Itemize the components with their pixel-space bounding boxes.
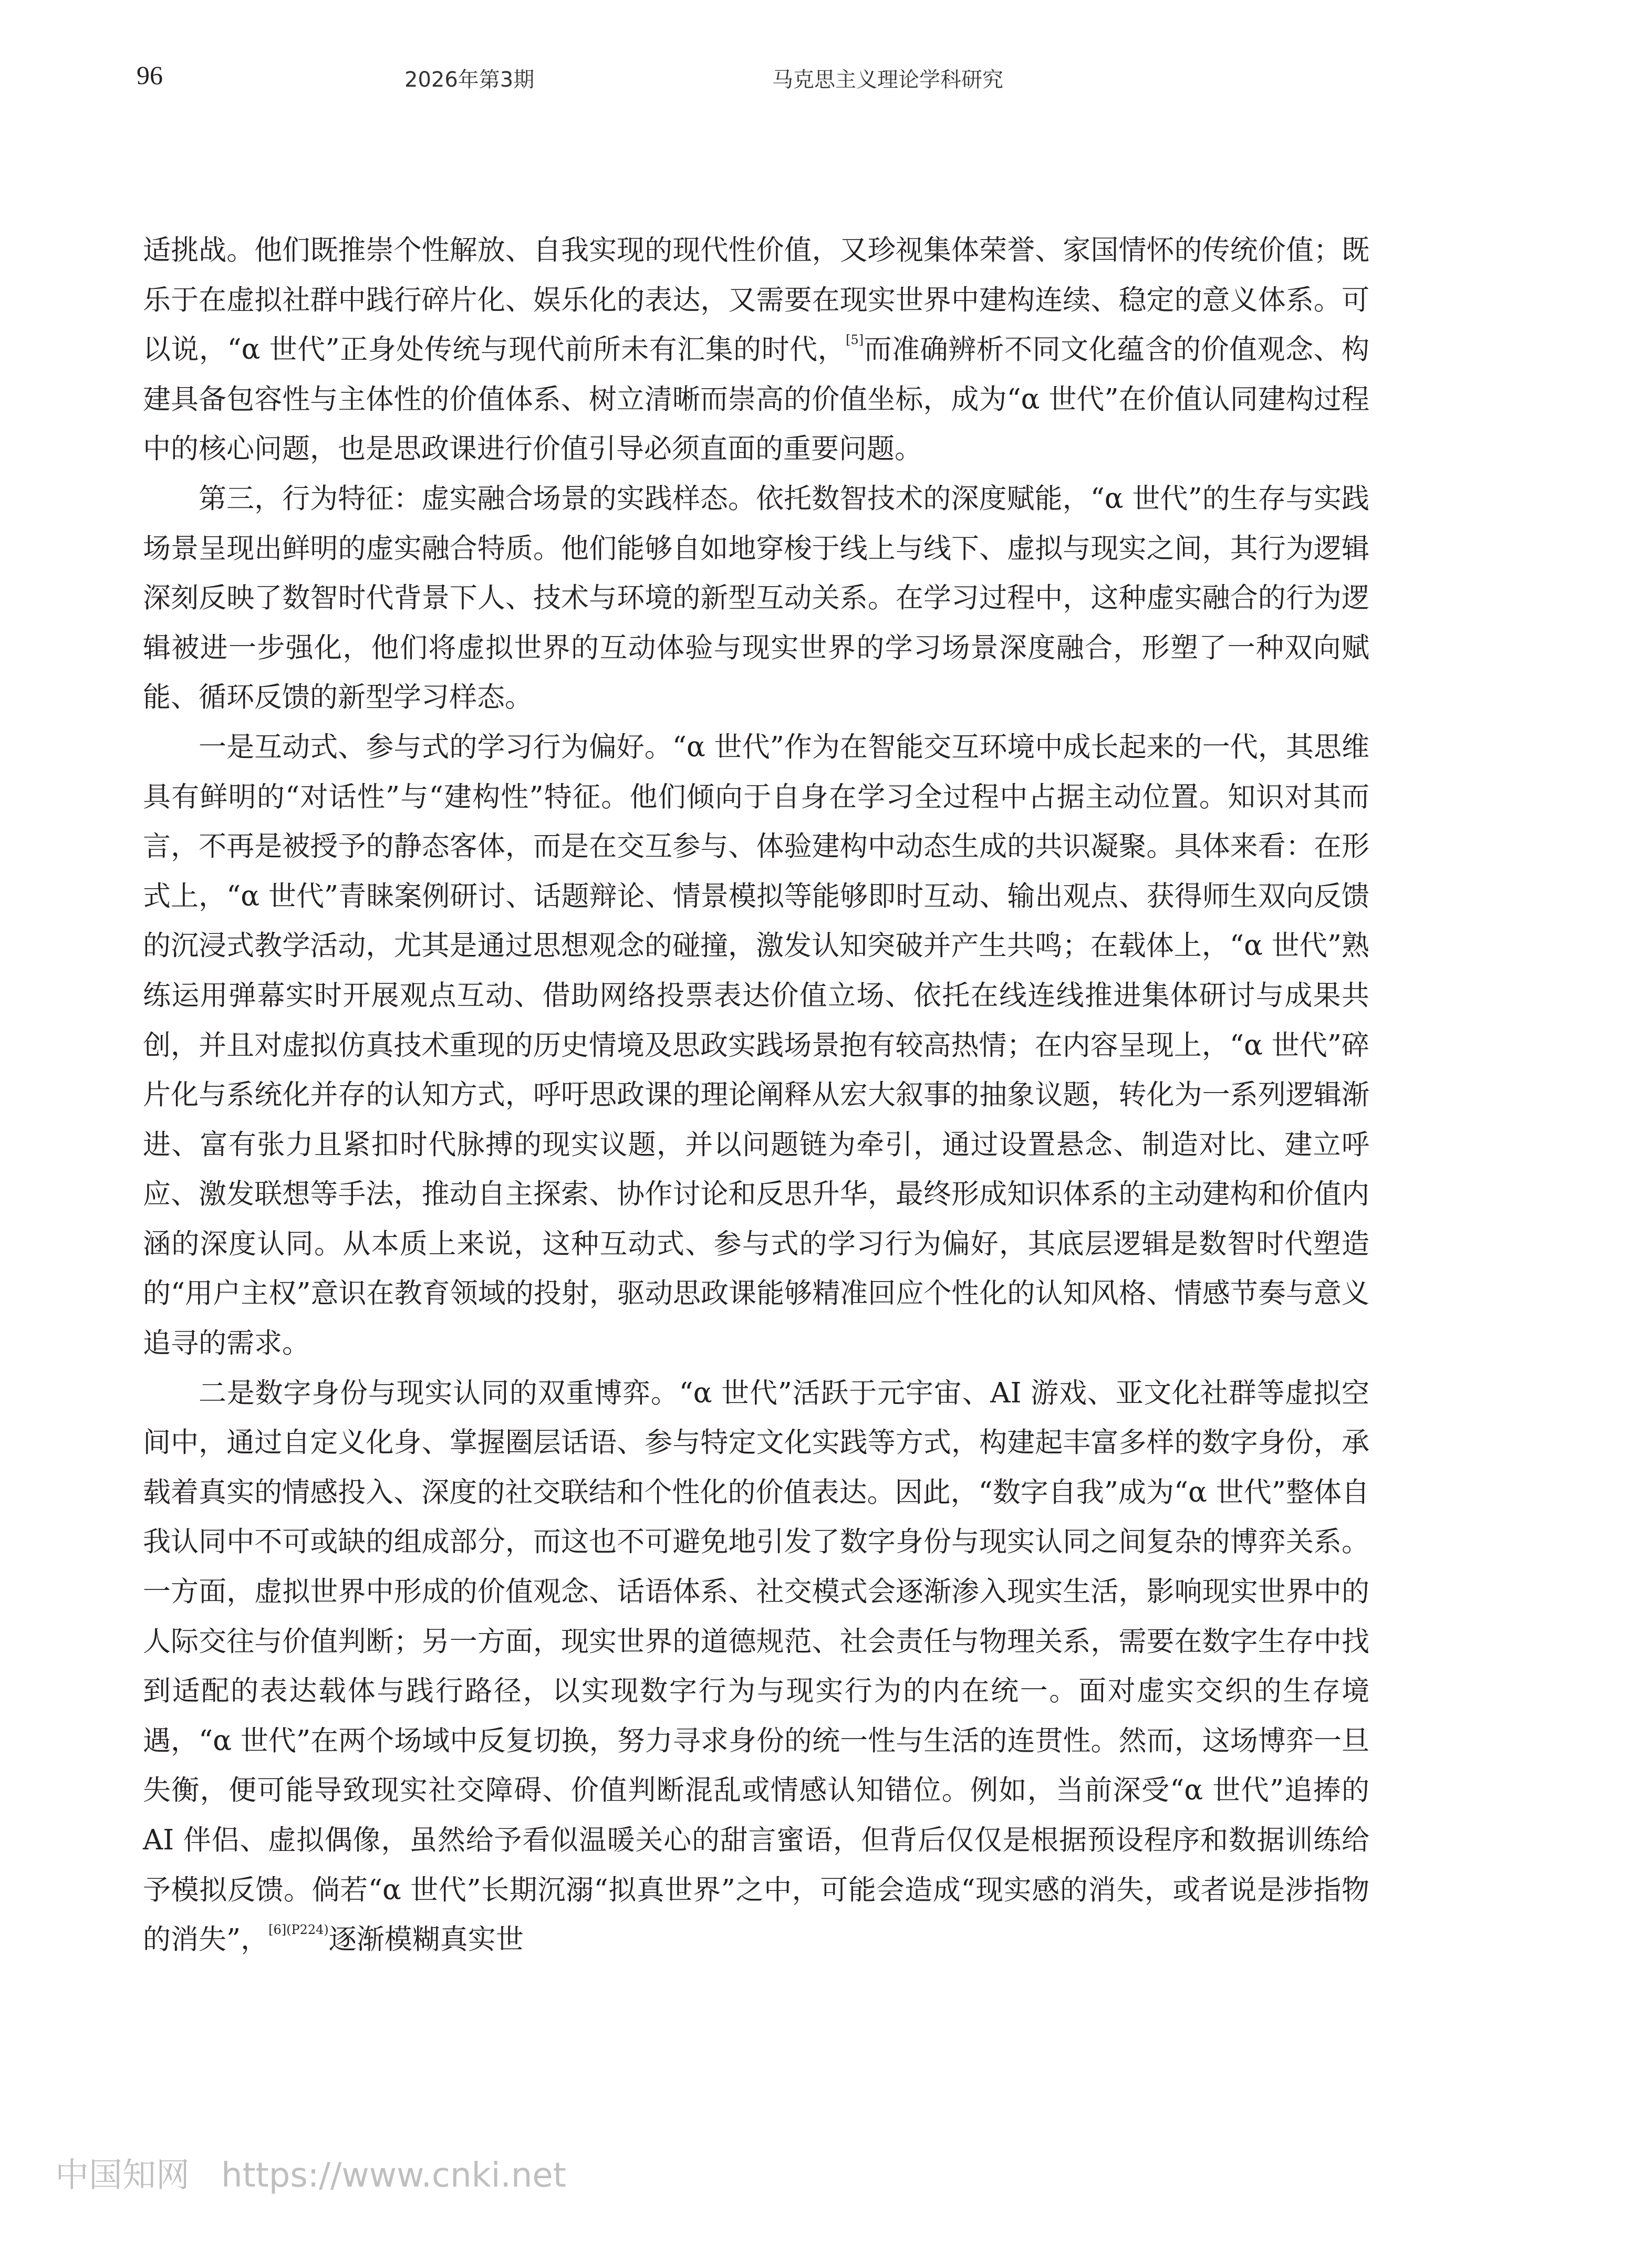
paragraph-2: 第三，行为特征：虚实融合场景的实践样态。依托数智技术的深度赋能，“α 世代”的生存与实践场景呈现出鲜明的虚实融合特质。他们能够自如地穿梭于线上与线下、虚拟与现实之间，其行为逻辑深刻反映了数智时代背景下人、技术与环境的新型互动关系。在学习过程中，这种虚实融合的行为逻辑被进一步强化，他们将虚拟世界的互动体验与现实世界的学习场景深度融合，形塑了一种双向赋能、循环反馈的新型学习样态。 <box>143 482 1369 714</box>
citation-6: [6](P224) <box>268 1922 329 1938</box>
paragraph-4-text-b: 逐渐模糊真实世 <box>328 1923 524 1956</box>
paragraph-4 <box>143 1369 1369 1965</box>
watermark-brand: 中国知网 <box>55 2156 190 2195</box>
watermark-url: https://www.cnki.net <box>221 2156 566 2195</box>
paragraph-1 <box>143 226 1369 474</box>
paragraph-3: 一是互动式、参与式的学习行为偏好。“α 世代”作为在智能交互环境中成长起来的一代，其思维具有鲜明的“对话性”与“建构性”特征。他们倾向于自身在学习全过程中占据主动位置。知识对其而言，不再是被授予的静态客体，而是在交互参与、体验建构中动态生成的共识凝聚。具体来看：在形式上，“α 世代”青睐案例研讨、话题辩论、情景模拟等能够即时互动、输出观点、获得师生双向反馈的沉浸式教学活动，尤其是通过思想观念的碰撞，激发认知突破并产生共鸣；在载体上，“α 世代”熟练运用弹幕实时开展观点互动、借助网络投票表达价值立场、依托在线连线推进集体研讨与成果共创，并且对虚拟仿真技术重现的历史情境及思政实践场景抱有较高热情；在内容呈现上，“α 世代”碎片化与系统化并存的认知方式，呼吁思政课的理论阐释从宏大叙事的抽象议题，转化为一系列逻辑渐进、富有张力且紧扣时代脉搏的现实议题，并以问题链为牵引，通过设置悬念、制造对比、建立呼应、激发联想等手法，推动自主探索、协作讨论和反思升华，最终形成知识体系的主动建构和价值内涵的深度认同。从本质上来说，这种互动式、参与式的学习行为偏好，其底层逻辑是数智时代塑造的“用户主权”意识在教育领域的投射，驱动思政课能够精准回应个性化的认知风格、情感节奏与意义追寻的需求。 <box>143 731 1369 1360</box>
paragraph-4-text-a: 二是数字身份与现实认同的双重博弈。“α 世代”活跃于元宇宙、AI 游戏、亚文化社群等虚拟空间中，通过自定义化身、掌握圈层话语、参与特定文化实践等方式，构建起丰富多样的数字身份，承载着真实的情感投入、深度的社交联结和个性化的价值表达。因此，“数字自我”成为“α 世代”整体自我认同中不可或缺的组成部分，而这也不可避免地引发了数字身份与现实认同之间复杂的博弈关系。一方面，虚拟世界中形成的价值观念、话语体系、社交模式会逐渐渗入现实生活，影响现实世界中的人际交往与价值判断；另一方面，现实世界的道德规范、社会责任与物理关系，需要在数字生存中找到适配的表达载体与践行路径，以实现数字行为与现实行为的内在统一。面对虚实交织的生存境遇，“α 世代”在两个场域中反复切换，努力寻求身份的统一性与生活的连贯性。然而，这场博弈一旦失衡，便可能导致现实社交障碍、价值判断混乱或情感认知错位。例如，当前深受“α 世代”追捧的 AI 伴侣、虚拟偶像，虽然给予看似温暖关心的甜言蜜语，但背后仅仅是根据预设程序和数据训练给予模拟反馈。倘若“α 世代”长期沉溺“拟真世界”之中，可能会造成“现实感的消失，或者说是涉指物的消失”， <box>143 1377 1369 1956</box>
running-header <box>137 58 1492 100</box>
citation-5: [5] <box>846 332 864 348</box>
journal-title: 马克思主义理论学科研究 <box>772 68 1003 92</box>
journal-issue: 2026年第3期 <box>404 68 535 92</box>
page-number: 96 <box>137 60 163 90</box>
paragraph-1-text-b: 而准确辨析不同文化蕴含的价值观念、构建具备包容性与主体性的价值体系、树立清晰而崇高的价值坐标，成为“α 世代”在价值认同建构过程中的核心问题，也是思政课进行价值引导必须直面的重要问题。 <box>143 334 1370 465</box>
cnki-watermark <box>55 2148 566 2197</box>
article-body <box>143 226 1369 1965</box>
paragraph-1-text-a: 适挑战。他们既推崇个性解放、自我实现的现代性价值，又珍视集体荣誉、家国情怀的传统价值；既乐于在虚拟社群中践行碎片化、娱乐化的表达，又需要在现实世界中建构连续、稳定的意义体系。可以说，“α 世代”正身处传统与现代前所未有汇集的时代， <box>143 234 1369 366</box>
